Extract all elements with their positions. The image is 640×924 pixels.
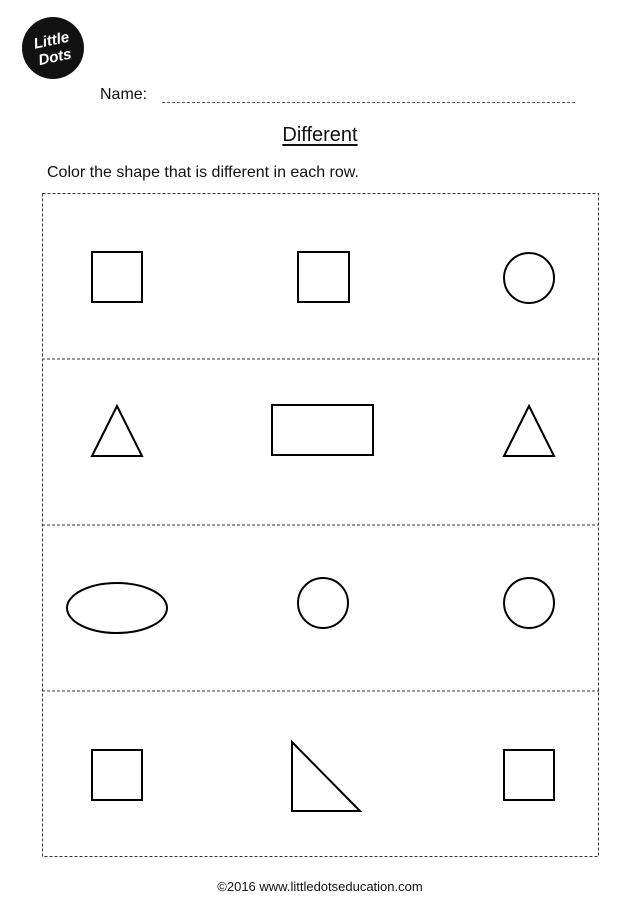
page-title — [0, 124, 640, 147]
logo-badge-icon — [22, 17, 84, 79]
name-label: Name: — [100, 86, 148, 103]
shape-grid — [42, 193, 599, 857]
circle-icon[interactable] — [504, 253, 554, 303]
shape-row-4 — [42, 691, 599, 857]
square-icon[interactable] — [92, 750, 142, 800]
circle-icon[interactable] — [298, 578, 348, 628]
square-icon[interactable] — [504, 750, 554, 800]
logo-line2: Dots — [36, 45, 74, 70]
page-title-text: Different — [282, 124, 358, 146]
shape-row-3 — [42, 525, 599, 691]
triangle-icon[interactable] — [92, 406, 142, 456]
oval-icon[interactable] — [67, 583, 167, 633]
square-icon[interactable] — [298, 252, 349, 302]
square-icon[interactable] — [92, 252, 142, 302]
little-dots-logo — [22, 17, 84, 79]
name-line[interactable] — [162, 102, 575, 103]
footer-copyright: ©2016 www.littledotseducation.com — [217, 879, 423, 894]
instructions: Color the shape that is different in each row. — [47, 164, 359, 181]
name-field[interactable] — [100, 86, 575, 108]
triangle-icon[interactable] — [504, 406, 554, 456]
right-triangle-icon[interactable] — [292, 742, 360, 811]
shape-row-2 — [42, 359, 599, 525]
shape-row-1 — [42, 193, 599, 359]
logo-line1: Little — [32, 28, 71, 53]
rectangle-icon[interactable] — [272, 405, 373, 455]
circle-icon[interactable] — [504, 578, 554, 628]
